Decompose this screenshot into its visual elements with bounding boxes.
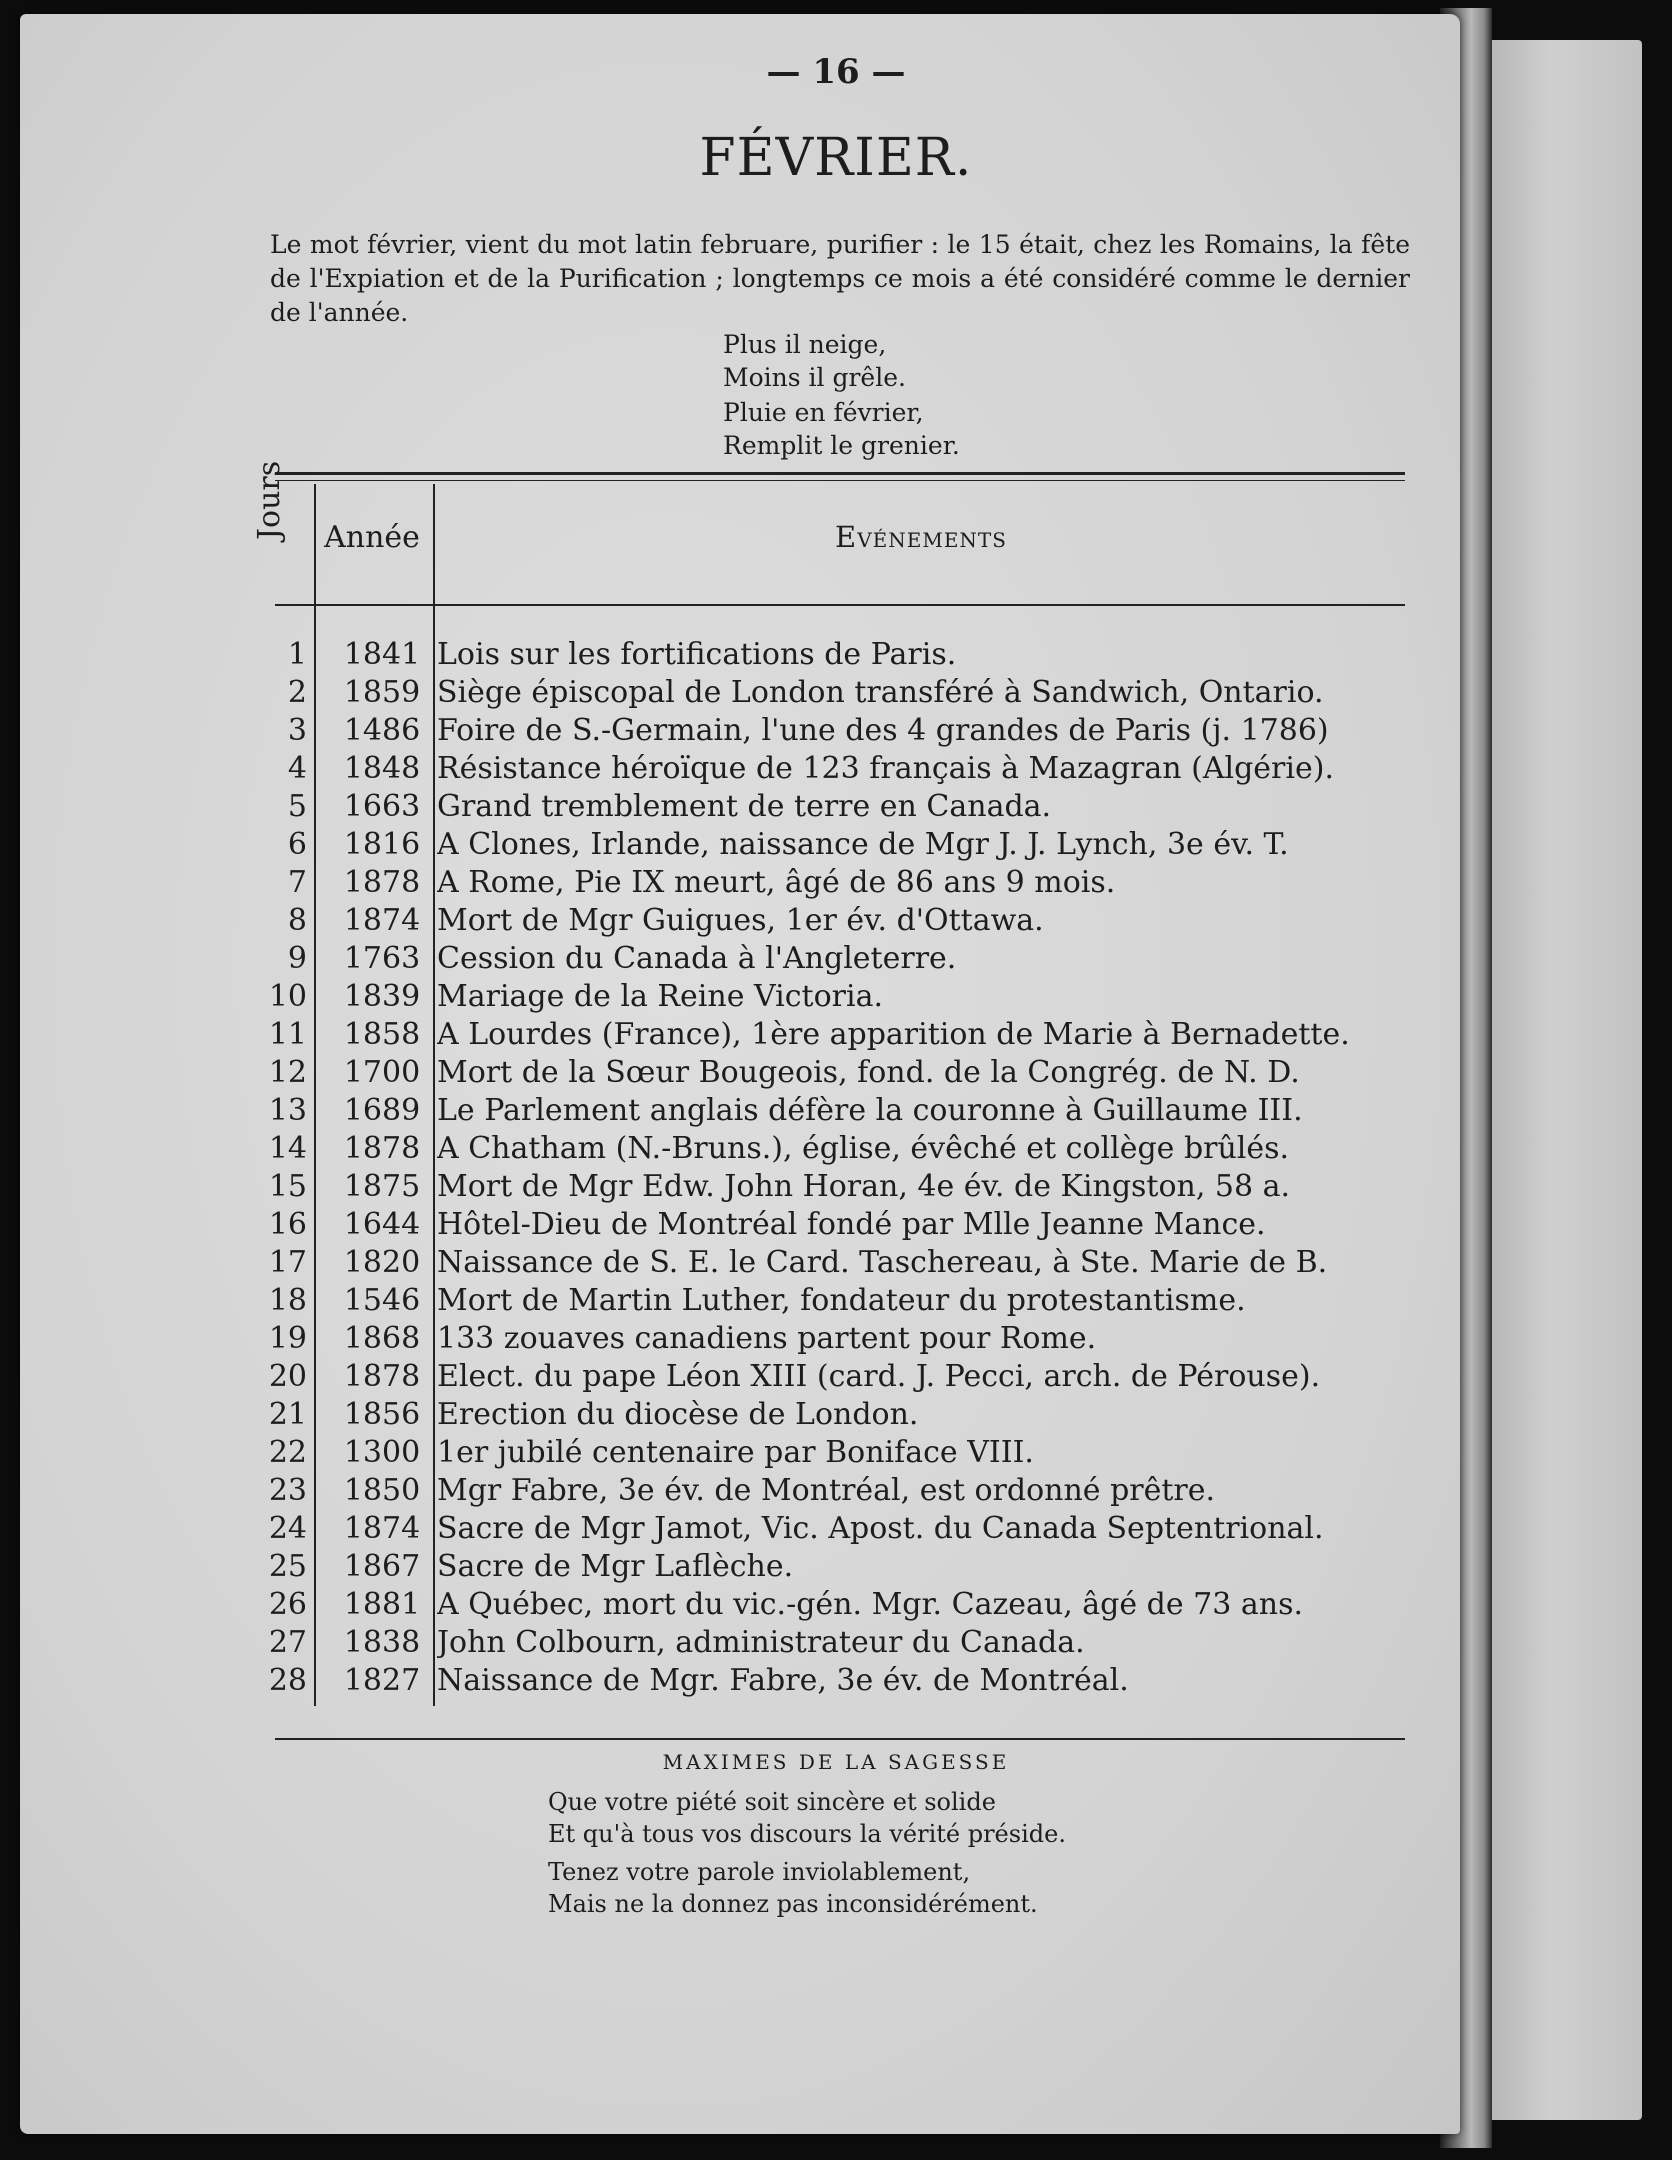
maxim-line: Et qu'à tous vos discours la vérité préside. <box>548 1820 1066 1848</box>
event-cell: A Lourdes (France), 1ère apparition de Marie à Bernadette. <box>437 1017 1350 1052</box>
year-cell: 1816 <box>343 827 421 862</box>
year-cell: 1838 <box>343 1625 421 1660</box>
year-cell: 1663 <box>343 789 421 824</box>
proverb-line: Pluie en février, <box>723 398 924 427</box>
table-row <box>262 826 1412 864</box>
event-cell: Elect. du pape Léon XIII (card. J. Pecci, arch. de Pérouse). <box>437 1359 1321 1394</box>
year-cell: 1874 <box>343 903 421 938</box>
day-cell: 16 <box>268 1207 307 1242</box>
day-cell: 24 <box>268 1511 307 1546</box>
year-cell: 1859 <box>343 675 421 710</box>
year-cell: 1868 <box>343 1321 421 1356</box>
table-row <box>262 1130 1412 1168</box>
adjacent-page-edge <box>1492 40 1642 2120</box>
event-cell: A Rome, Pie IX meurt, âgé de 86 ans 9 mois. <box>437 865 1116 900</box>
year-cell: 1867 <box>343 1549 421 1584</box>
year-cell: 1839 <box>343 979 421 1014</box>
event-cell: Mort de Mgr Edw. John Horan, 4e év. de Kingston, 58 a. <box>437 1169 1291 1204</box>
table-row <box>262 978 1412 1016</box>
table-row <box>262 750 1412 788</box>
year-cell: 1827 <box>343 1663 421 1698</box>
event-cell: 133 zouaves canadiens partent pour Rome. <box>437 1321 1097 1356</box>
year-cell: 1878 <box>343 865 421 900</box>
table-row <box>262 674 1412 712</box>
header-annee: Année <box>324 520 420 555</box>
event-cell: Le Parlement anglais défère la couronne à Guillaume III. <box>437 1093 1303 1128</box>
maxim-stanza-1 <box>548 1786 1066 1850</box>
day-cell: 26 <box>268 1587 307 1622</box>
table-row <box>262 1282 1412 1320</box>
year-cell: 1841 <box>343 637 421 672</box>
event-cell: Résistance héroïque de 123 français à Mazagran (Algérie). <box>437 751 1334 786</box>
table-row <box>262 1054 1412 1092</box>
day-cell: 2 <box>287 675 307 710</box>
maxims-title: MAXIMES DE LA SAGESSE <box>662 1750 1010 1774</box>
table-bottom-rule <box>275 1738 1405 1740</box>
event-cell: A Québec, mort du vic.-gén. Mgr. Cazeau, âgé de 73 ans. <box>437 1587 1304 1622</box>
day-cell: 28 <box>268 1663 307 1698</box>
day-cell: 18 <box>268 1283 307 1318</box>
day-cell: 5 <box>287 789 307 824</box>
year-cell: 1300 <box>343 1435 421 1470</box>
day-cell: 1 <box>287 637 307 672</box>
day-cell: 22 <box>268 1435 307 1470</box>
table-row <box>262 1168 1412 1206</box>
table-row <box>262 1624 1412 1662</box>
event-cell: Erection du diocèse de London. <box>437 1397 919 1432</box>
proverb-line: Moins il grêle. <box>723 363 906 392</box>
table-row <box>262 1016 1412 1054</box>
table-row <box>262 1244 1412 1282</box>
event-cell: Siège épiscopal de London transféré à Sandwich, Ontario. <box>437 675 1324 710</box>
table-row <box>262 1320 1412 1358</box>
day-cell: 23 <box>268 1473 307 1508</box>
year-cell: 1881 <box>343 1587 421 1622</box>
day-cell: 9 <box>287 941 307 976</box>
year-cell: 1820 <box>343 1245 421 1280</box>
year-cell: 1546 <box>343 1283 421 1318</box>
proverb-2 <box>723 396 960 462</box>
event-cell: John Colbourn, administrateur du Canada. <box>437 1625 1085 1660</box>
event-cell: Naissance de S. E. le Card. Taschereau, à Ste. Marie de B. <box>437 1245 1328 1280</box>
year-cell: 1644 <box>343 1207 421 1242</box>
day-cell: 7 <box>287 865 307 900</box>
year-cell: 1878 <box>343 1131 421 1166</box>
table-header-rule <box>275 604 1405 606</box>
page-number: — 16 — <box>766 52 906 92</box>
maxim-line: Mais ne la donnez pas inconsidérément. <box>548 1890 1038 1918</box>
month-title: FÉVRIER. <box>699 128 973 188</box>
event-cell: Foire de S.-Germain, l'une des 4 grandes de Paris (j. 1786) <box>437 713 1329 748</box>
proverb-line: Remplit le grenier. <box>723 431 960 460</box>
event-cell: Sacre de Mgr Jamot, Vic. Apost. du Canada Septentrional. <box>437 1511 1324 1546</box>
event-cell: Mort de Mgr Guigues, 1er év. d'Ottawa. <box>437 903 1044 938</box>
header-evenements: Evénements <box>835 520 1007 554</box>
maxim-line: Que votre piété soit sincère et solide <box>548 1788 996 1816</box>
maxim-line: Tenez votre parole inviolablement, <box>548 1858 971 1886</box>
year-cell: 1874 <box>343 1511 421 1546</box>
year-cell: 1689 <box>343 1093 421 1128</box>
day-cell: 27 <box>268 1625 307 1660</box>
maxim-stanza-2 <box>548 1856 1038 1920</box>
proverb-line: Plus il neige, <box>723 330 887 359</box>
year-cell: 1848 <box>343 751 421 786</box>
table-row <box>262 636 1412 674</box>
year-cell: 1486 <box>343 713 421 748</box>
day-cell: 11 <box>268 1017 307 1052</box>
event-cell: Grand tremblement de terre en Canada. <box>437 789 1052 824</box>
year-cell: 1856 <box>343 1397 421 1432</box>
header-jours: Jours <box>252 460 287 540</box>
intro-paragraph: Le mot février, vient du mot latin februare, purifier : le 15 était, chez les Romains, la fête de l'Expiation et de la Purification ; longtemps ce mois a été considéré comme le dernier de l'année. <box>270 230 1410 327</box>
event-cell: Sacre de Mgr Laflèche. <box>437 1549 794 1584</box>
event-cell: A Chatham (N.-Bruns.), église, évêché et collège brûlés. <box>437 1131 1290 1166</box>
table-row <box>262 1548 1412 1586</box>
day-cell: 17 <box>268 1245 307 1280</box>
year-cell: 1700 <box>343 1055 421 1090</box>
day-cell: 14 <box>268 1131 307 1166</box>
year-cell: 1878 <box>343 1359 421 1394</box>
event-cell: Cession du Canada à l'Angleterre. <box>437 941 957 976</box>
year-cell: 1858 <box>343 1017 421 1052</box>
table-row <box>262 1586 1412 1624</box>
year-cell: 1850 <box>343 1473 421 1508</box>
table-row <box>262 1472 1412 1510</box>
event-cell: Mgr Fabre, 3e év. de Montréal, est ordonné prêtre. <box>437 1473 1216 1508</box>
table-row <box>262 788 1412 826</box>
table-top-rule <box>275 472 1405 475</box>
event-cell: Mort de la Sœur Bougeois, fond. de la Congrég. de N. D. <box>437 1055 1300 1090</box>
day-cell: 25 <box>268 1549 307 1584</box>
day-cell: 8 <box>287 903 307 938</box>
table-row <box>262 940 1412 978</box>
event-cell: A Clones, Irlande, naissance de Mgr J. J. Lynch, 3e év. T. <box>437 827 1289 862</box>
table-row <box>262 1434 1412 1472</box>
day-cell: 20 <box>268 1359 307 1394</box>
day-cell: 15 <box>268 1169 307 1204</box>
day-cell: 21 <box>268 1397 307 1432</box>
day-cell: 10 <box>268 979 307 1014</box>
table-row <box>262 1510 1412 1548</box>
day-cell: 19 <box>268 1321 307 1356</box>
day-cell: 13 <box>268 1093 307 1128</box>
event-cell: Mort de Martin Luther, fondateur du protestantisme. <box>437 1283 1246 1318</box>
table-row <box>262 902 1412 940</box>
event-cell: Lois sur les fortifications de Paris. <box>437 637 957 672</box>
table-row <box>262 712 1412 750</box>
day-cell: 6 <box>287 827 307 862</box>
event-cell: 1er jubilé centenaire par Boniface VIII. <box>437 1435 1034 1470</box>
event-cell: Mariage de la Reine Victoria. <box>437 979 883 1014</box>
day-cell: 3 <box>287 713 307 748</box>
table-row <box>262 1092 1412 1130</box>
table-row <box>262 1206 1412 1244</box>
day-cell: 4 <box>287 751 307 786</box>
proverb-1 <box>723 328 906 394</box>
table-top-rule-thin <box>275 480 1405 481</box>
event-cell: Hôtel-Dieu de Montréal fondé par Mlle Jeanne Mance. <box>437 1207 1266 1242</box>
year-cell: 1763 <box>343 941 421 976</box>
event-cell: Naissance de Mgr. Fabre, 3e év. de Montréal. <box>437 1663 1129 1698</box>
day-cell: 12 <box>268 1055 307 1090</box>
table-row <box>262 1662 1412 1700</box>
table-row <box>262 864 1412 902</box>
year-cell: 1875 <box>343 1169 421 1204</box>
table-row <box>262 1358 1412 1396</box>
table-row <box>262 1396 1412 1434</box>
